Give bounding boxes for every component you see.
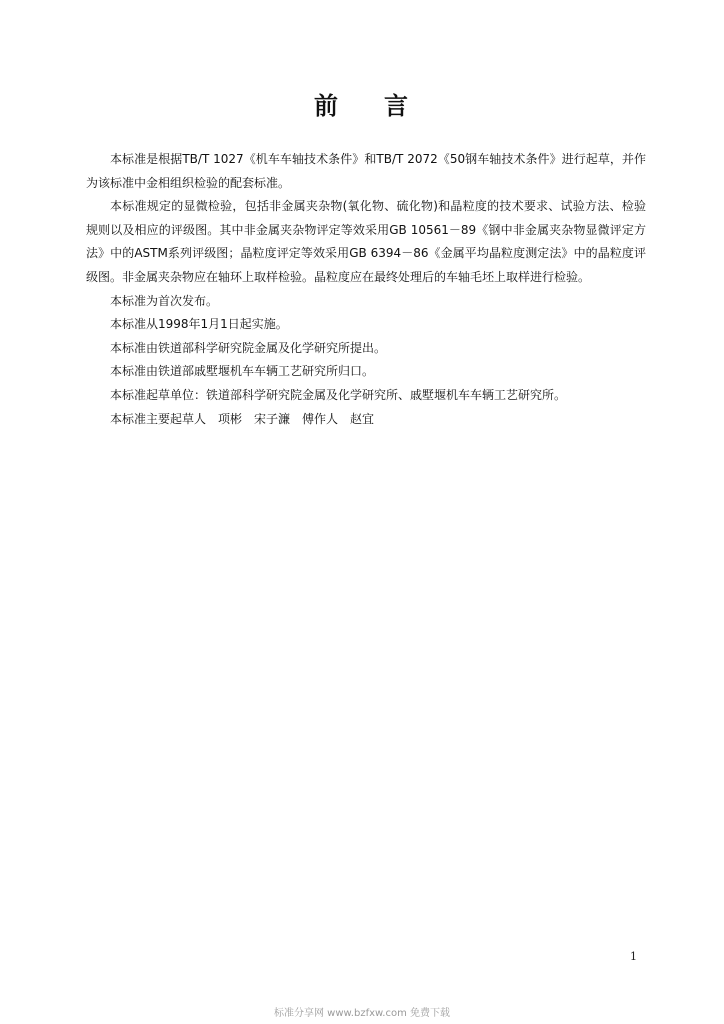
paragraph-effective-date: 本标准从1998年1月1日起实施。 [110,317,288,332]
paragraph-proposed-by: 本标准由铁道部科学研究院金属及化学研究所提出。 [110,340,387,355]
paragraph-drafting-units: 本标准起草单位：铁道部科学研究院金属及化学研究所、戚墅堰机车车辆工艺研究所。 [110,387,567,402]
page-title [0,86,724,121]
footer-watermark: 标准分享网 www.bzfxw.com 免费下载 [274,1008,450,1019]
paragraph-scope: 本标准规定的显微检验，包括非金属夹杂物(氧化物、硫化物)和晶粒度的技术要求、试验方法、检验规则以及相应的评级图。其中非金属夹杂物评定等效采用GB 10561－89《钢中非金属夹杂物显微评定方法》中的ASTM系列评级图；晶粒度评定等效采用GB 6394－86《金属平均晶粒度测定法》中的晶粒度评级图。非金属夹杂物应在轴环上取样检验。晶粒度应在最终处理后的车轴毛坯上取样进行检验。 [86,199,646,284]
title-char-1: 前 [314,92,340,120]
foreword-body [86,148,646,431]
title-char-2: 言 [384,92,410,120]
paragraph-basis: 本标准是根据TB/T 1027《机车车轴技术条件》和TB/T 2072《50钢车轴技术条件》进行起草，并作为该标准中金相组织检验的配套标准。 [86,152,646,190]
paragraph-managed-by: 本标准由铁道部戚墅堰机车车辆工艺研究所归口。 [110,364,375,379]
page-number: 1 [630,950,637,963]
paragraph-first-issue: 本标准为首次发布。 [110,293,219,308]
paragraph-drafters: 本标准主要起草人 项彬 宋子濂 傅作人 赵宜 [110,411,375,426]
